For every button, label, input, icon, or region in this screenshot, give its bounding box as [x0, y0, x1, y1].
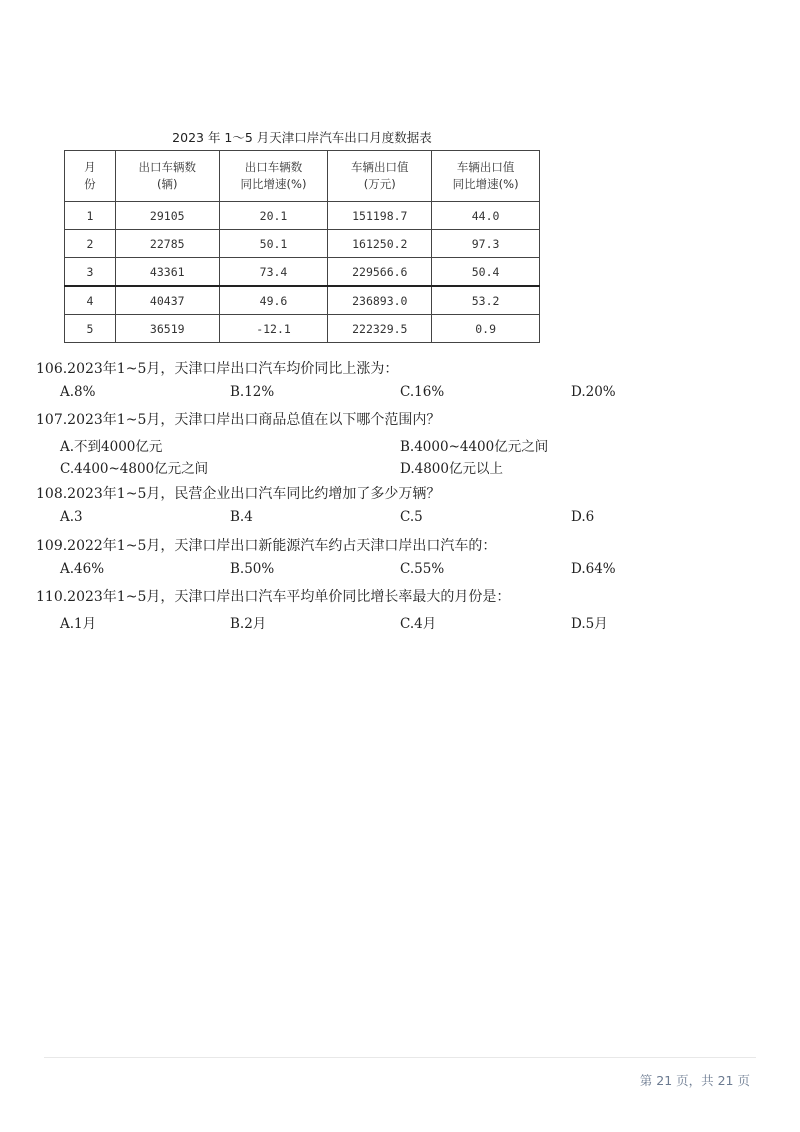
table-cell: 0.9	[432, 315, 540, 343]
table-row	[65, 315, 540, 343]
table-cell: 50.1	[219, 230, 328, 258]
table-cell: 5	[65, 315, 116, 343]
table-cell: 20.1	[219, 202, 328, 230]
table-cell: 2	[65, 230, 116, 258]
option-c: C.16%	[400, 384, 445, 400]
table-row	[65, 202, 540, 230]
option-d: D.4800亿元以上	[400, 461, 503, 477]
table-cell: 229566.6	[328, 258, 432, 287]
table-cell: 97.3	[432, 230, 540, 258]
option-c: C.4400~4800亿元之间	[60, 461, 209, 477]
question-110: 110.2023年1~5月，天津口岸出口汽车平均单价同比增长率最大的月份是：	[36, 589, 511, 605]
table-title: 2023 年 1～5 月天津口岸汽车出口月度数据表	[172, 130, 432, 145]
header-export-value-growth: 车辆出口值 同比增速(%)	[432, 151, 540, 202]
option-a: A.不到4000亿元	[60, 439, 163, 455]
table-cell: 161250.2	[328, 230, 432, 258]
option-d: D.20%	[571, 384, 616, 400]
table-cell: 53.2	[432, 286, 540, 315]
option-a: A.1月	[60, 616, 97, 632]
option-c: C.55%	[400, 561, 445, 577]
question-106: 106.2023年1~5月，天津口岸出口汽车均价同比上涨为：	[36, 361, 399, 377]
table-cell: 151198.7	[328, 202, 432, 230]
header-export-count: 出口车辆数 (辆)	[115, 151, 219, 202]
question-108: 108.2023年1~5月，民营企业出口汽车同比约增加了多少万辆？	[36, 486, 441, 502]
export-data-table	[64, 150, 540, 343]
option-a: A.3	[60, 509, 83, 525]
table-cell: 22785	[115, 230, 219, 258]
header-export-value: 车辆出口值 (万元)	[328, 151, 432, 202]
table-cell: -12.1	[219, 315, 328, 343]
table-cell: 50.4	[432, 258, 540, 287]
option-c: C.5	[400, 509, 423, 525]
table-cell: 49.6	[219, 286, 328, 315]
question-107: 107.2023年1~5月，天津口岸出口商品总值在以下哪个范围内？	[36, 412, 441, 428]
table-cell: 44.0	[432, 202, 540, 230]
option-c: C.4月	[400, 616, 437, 632]
option-a: A.8%	[60, 384, 96, 400]
question-109: 109.2022年1~5月，天津口岸出口新能源汽车约占天津口岸出口汽车的：	[36, 538, 497, 554]
option-b: B.12%	[230, 384, 275, 400]
table-cell: 4	[65, 286, 116, 315]
table-cell: 36519	[115, 315, 219, 343]
option-b: B.50%	[230, 561, 275, 577]
table-row	[65, 286, 540, 315]
page-number: 第 21 页，共 21 页	[639, 1073, 750, 1088]
table-cell: 43361	[115, 258, 219, 287]
table-cell: 222329.5	[328, 315, 432, 343]
option-d: D.6	[571, 509, 595, 525]
header-export-count-growth: 出口车辆数 同比增速(%)	[219, 151, 328, 202]
option-a: A.46%	[60, 561, 105, 577]
option-b: B.4000~4400亿元之间	[400, 439, 549, 455]
header-month: 月 份	[65, 151, 116, 202]
table-header-row	[65, 151, 540, 202]
table-row	[65, 230, 540, 258]
table-cell: 1	[65, 202, 116, 230]
table-cell: 29105	[115, 202, 219, 230]
option-d: D.5月	[571, 616, 608, 632]
option-d: D.64%	[571, 561, 616, 577]
option-b: B.4	[230, 509, 253, 525]
table-cell: 236893.0	[328, 286, 432, 315]
table-cell: 40437	[115, 286, 219, 315]
table-row	[65, 258, 540, 287]
table-cell: 3	[65, 258, 116, 287]
option-b: B.2月	[230, 616, 267, 632]
footer-divider	[44, 1057, 756, 1058]
table-cell: 73.4	[219, 258, 328, 287]
